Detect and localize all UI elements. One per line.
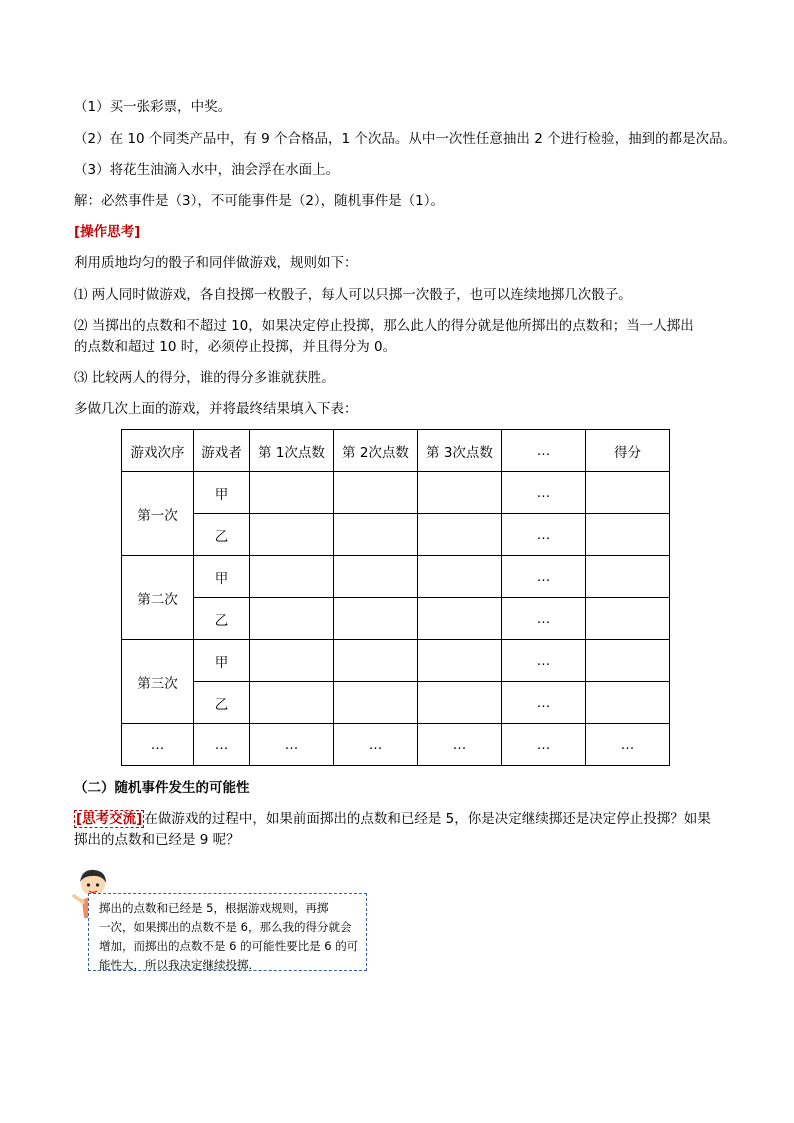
discussion-question-text: 在做游戏的过程中，如果前面掷出的点数和已经是 5，你是决定继续掷还是决定停止投掷？如果 xyxy=(144,811,711,827)
table-row xyxy=(122,472,670,514)
operation-tag: [操作思考] xyxy=(74,224,141,240)
table-row xyxy=(122,598,670,640)
header-cell: 第 1次点数 xyxy=(250,430,334,472)
example-item-1: （1）买一张彩票，中奖。 xyxy=(74,99,232,115)
bubble-line: 增加，而掷出的点数不是 6 的可能性要比是 6 的可 xyxy=(99,939,359,953)
ellipsis-cell: … xyxy=(502,640,586,682)
player-label: 乙 xyxy=(194,598,250,640)
bubble-line: 一次，如果掷出的点数不是 6，那么我的得分就会 xyxy=(99,920,352,934)
example-item-2: （2）在 10 个同类产品中，有 9 个合格品，1 个次品。从中一次性任意抽出 2 个进行检验，抽到的都是次品。 xyxy=(74,131,737,147)
operation-intro: 利用质地均匀的骰子和同伴做游戏，规则如下： xyxy=(74,255,358,271)
round-label: 第二次 xyxy=(122,556,194,640)
ellipsis-cell: … xyxy=(502,472,586,514)
header-cell: 游戏次序 xyxy=(122,430,194,472)
ellipsis-cell: … xyxy=(502,514,586,556)
player-label: 甲 xyxy=(194,472,250,514)
fill-instruction: 多做几次上面的游戏，并将最终结果填入下表： xyxy=(74,401,358,417)
example-answer: 解：必然事件是（3），不可能事件是（2），随机事件是（1）。 xyxy=(74,193,445,209)
header-cell: 第 3次点数 xyxy=(418,430,502,472)
table-row xyxy=(122,724,670,766)
table-cell xyxy=(418,472,502,514)
ellipsis-cell: … xyxy=(502,682,586,724)
table-row xyxy=(122,640,670,682)
table-cell xyxy=(250,598,334,640)
ellipsis-cell: … xyxy=(586,724,670,766)
table-cell xyxy=(250,472,334,514)
discussion-question-line-1 xyxy=(74,809,711,829)
table-cell xyxy=(418,682,502,724)
example-item-3: （3）将花生油滴入水中，油会浮在水面上。 xyxy=(74,162,340,178)
table-cell xyxy=(586,640,670,682)
speech-bubble xyxy=(88,893,367,971)
player-label: 乙 xyxy=(194,514,250,556)
table-cell xyxy=(334,514,418,556)
table-row xyxy=(122,556,670,598)
player-label: 甲 xyxy=(194,640,250,682)
discussion-question-line-2: 掷出的点数和已经是 9 呢？ xyxy=(74,832,240,848)
ellipsis-cell: … xyxy=(334,724,418,766)
table-cell xyxy=(586,472,670,514)
ellipsis-cell: … xyxy=(502,598,586,640)
table-cell xyxy=(334,640,418,682)
table-cell xyxy=(334,556,418,598)
round-label: 第三次 xyxy=(122,640,194,724)
game-results-table xyxy=(121,429,670,766)
rule-3: ⑶ 比较两人的得分，谁的得分多谁就获胜。 xyxy=(74,370,335,386)
table-cell xyxy=(418,514,502,556)
bubble-line: 能性大，所以我决定继续投掷. xyxy=(99,958,253,972)
table-cell xyxy=(586,556,670,598)
ellipsis-cell: … xyxy=(418,724,502,766)
round-label: 第一次 xyxy=(122,472,194,556)
table-cell xyxy=(418,640,502,682)
table-cell xyxy=(250,640,334,682)
rule-2-line-2: 的点数和超过 10 时，必须停止投掷，并且得分为 0。 xyxy=(74,339,397,355)
table-cell xyxy=(250,682,334,724)
discussion-tag: [思考交流] xyxy=(76,811,143,827)
table-row xyxy=(122,682,670,724)
ellipsis-cell: … xyxy=(502,556,586,598)
table-cell xyxy=(250,514,334,556)
player-label: 乙 xyxy=(194,682,250,724)
header-cell: 得分 xyxy=(586,430,670,472)
table-cell xyxy=(586,598,670,640)
table-cell xyxy=(586,682,670,724)
ellipsis-cell: … xyxy=(250,724,334,766)
ellipsis-cell: … xyxy=(122,724,194,766)
table-cell xyxy=(418,556,502,598)
section-2-heading: （二）随机事件发生的可能性 xyxy=(74,780,250,796)
header-cell: 第 2次点数 xyxy=(334,430,418,472)
ellipsis-cell: … xyxy=(502,724,586,766)
table-cell xyxy=(418,598,502,640)
bubble-line: 掷出的点数和已经是 5，根据游戏规则，再掷 xyxy=(99,901,329,915)
table-cell xyxy=(250,556,334,598)
ellipsis-cell: … xyxy=(194,724,250,766)
table-header-row xyxy=(122,430,670,472)
table-cell xyxy=(334,598,418,640)
player-label: 甲 xyxy=(194,556,250,598)
rule-1: ⑴ 两人同时做游戏，各自投掷一枚骰子，每人可以只掷一次骰子，也可以连续地掷几次骰子。 xyxy=(74,287,632,303)
rule-2-line-1: ⑵ 当掷出的点数和不超过 10，如果决定停止投掷，那么此人的得分就是他所掷出的点数和；当一人掷出 xyxy=(74,318,694,334)
header-cell: … xyxy=(502,430,586,472)
table-cell xyxy=(586,514,670,556)
table-cell xyxy=(334,682,418,724)
table-cell xyxy=(334,472,418,514)
header-cell: 游戏者 xyxy=(194,430,250,472)
table-row xyxy=(122,514,670,556)
